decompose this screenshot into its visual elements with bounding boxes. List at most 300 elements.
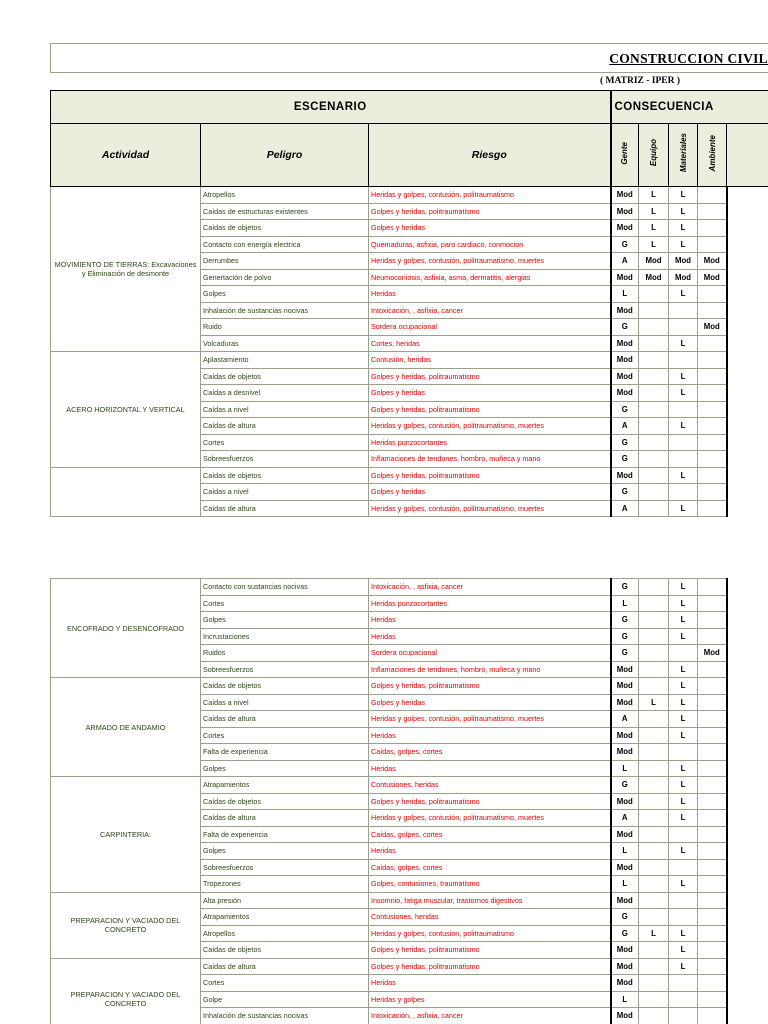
equipo-value: [639, 661, 669, 678]
gente-value: G: [611, 434, 639, 451]
blank-cell: [727, 925, 768, 942]
ambiente-value: [698, 958, 727, 975]
riesgo-cell: Heridas y golpes, contusión, politraumatismo, muertes: [369, 500, 611, 517]
blank-cell: [727, 286, 768, 303]
peligro-cell: Alta presión: [201, 892, 369, 909]
riesgo-cell: Golpes y heridas, politraumatismo: [369, 958, 611, 975]
blank-cell: [727, 744, 768, 761]
equipo-header: Equipo: [639, 124, 669, 187]
equipo-value: L: [639, 203, 669, 220]
equipo-value: [639, 1008, 669, 1024]
gente-value: L: [611, 991, 639, 1008]
materiales-value: [669, 302, 698, 319]
equipo-value: [639, 942, 669, 959]
peligro-cell: Falta de experiencia: [201, 744, 369, 761]
gente-value: L: [611, 595, 639, 612]
gente-value: A: [611, 253, 639, 270]
peligro-cell: Contacto con energía electrica: [201, 236, 369, 253]
riesgo-cell: Intoxicación, , asfixia, cancer: [369, 302, 611, 319]
ambiente-value: [698, 434, 727, 451]
activity-cell: MOVIMIENTO DE TIERRAS: Excavaciones y Eliminación de desmonte: [51, 187, 201, 352]
peligro-cell: Caídas de objetos: [201, 368, 369, 385]
blank-cell: [727, 269, 768, 286]
equipo-value: [639, 826, 669, 843]
riesgo-cell: Heridas: [369, 612, 611, 629]
ambiente-value: [698, 793, 727, 810]
ambiente-value: [698, 1008, 727, 1024]
equipo-value: [639, 418, 669, 435]
riesgo-cell: Contusiones, heridas: [369, 909, 611, 926]
equipo-value: [639, 744, 669, 761]
materiales-value: L: [669, 579, 698, 596]
materiales-value: Mod: [669, 253, 698, 270]
blank-cell: [727, 595, 768, 612]
blank-cell: [727, 942, 768, 959]
activity-cell: PREPARACION Y VACIADO DEL CONCRETO: [51, 958, 201, 1024]
materiales-value: [669, 484, 698, 501]
gente-value: A: [611, 418, 639, 435]
equipo-value: [639, 484, 669, 501]
ambiente-value: [698, 909, 727, 926]
materiales-value: L: [669, 418, 698, 435]
riesgo-cell: Golpes y heridas, politraumatismo: [369, 368, 611, 385]
materiales-value: L: [669, 694, 698, 711]
blank-cell: [727, 991, 768, 1008]
materiales-value: L: [669, 925, 698, 942]
peligro-cell: Caídas a nivel: [201, 484, 369, 501]
materiales-value: [669, 744, 698, 761]
gente-value: Mod: [611, 744, 639, 761]
ambiente-value: [698, 760, 727, 777]
riesgo-cell: Heridas y golpes: [369, 991, 611, 1008]
equipo-value: [639, 727, 669, 744]
gente-value: G: [611, 925, 639, 942]
materiales-value: L: [669, 942, 698, 959]
document-subtitle: ( MATRIZ - IPER ): [600, 76, 681, 86]
table-row: [51, 579, 768, 596]
gente-value: A: [611, 500, 639, 517]
materiales-value: L: [669, 810, 698, 827]
equipo-value: [639, 451, 669, 468]
equipo-value: [639, 711, 669, 728]
ambiente-value: [698, 302, 727, 319]
ambiente-value: [698, 335, 727, 352]
gente-value: G: [611, 236, 639, 253]
riesgo-cell: Heridas y golpes, contusión, politraumatismo, muertes: [369, 711, 611, 728]
materiales-value: [669, 434, 698, 451]
blank-cell: [727, 368, 768, 385]
matrix-sheet-1: [50, 90, 768, 518]
riesgo-cell: Golpes y heridas, politraumatismo: [369, 203, 611, 220]
peligro-cell: Caídas de altura: [201, 810, 369, 827]
document-title: CONSTRUCCION CIVIL: [609, 51, 768, 66]
blank-cell: [727, 467, 768, 484]
gente-value: Mod: [611, 302, 639, 319]
equipo-value: [639, 645, 669, 662]
equipo-value: [639, 843, 669, 860]
blank-cell: [727, 220, 768, 237]
equipo-value: [639, 335, 669, 352]
materiales-value: L: [669, 876, 698, 893]
ambiente-value: [698, 286, 727, 303]
equipo-value: L: [639, 236, 669, 253]
peligro-cell: Atrapamientos: [201, 909, 369, 926]
equipo-value: [639, 434, 669, 451]
equipo-value: L: [639, 187, 669, 204]
table-row: [51, 678, 768, 695]
riesgo-cell: Caídas, golpes, cortes: [369, 859, 611, 876]
actividad-header: Actividad: [51, 124, 201, 187]
peligro-cell: Caídas de altura: [201, 500, 369, 517]
peligro-cell: Caídas de altura: [201, 711, 369, 728]
blank-cell: [727, 694, 768, 711]
gente-value: Mod: [611, 661, 639, 678]
riesgo-cell: Inflamaciones de tendones, hombro, muñeca y mano: [369, 661, 611, 678]
gente-value: Mod: [611, 859, 639, 876]
riesgo-cell: Insomnio, fatiga muscular, trastornos digestivos: [369, 892, 611, 909]
peligro-cell: Sobreesfuerzos: [201, 661, 369, 678]
materiales-value: L: [669, 187, 698, 204]
ambiente-value: [698, 595, 727, 612]
materiales-value: [669, 401, 698, 418]
peligro-cell: Cortes: [201, 727, 369, 744]
ambiente-value: [698, 925, 727, 942]
ambiente-value: [698, 203, 727, 220]
equipo-value: [639, 876, 669, 893]
blank-cell: [727, 236, 768, 253]
riesgo-cell: Heridas: [369, 843, 611, 860]
peligro-cell: Falta de experiencia: [201, 826, 369, 843]
materiales-value: L: [669, 203, 698, 220]
blank-cell: [727, 826, 768, 843]
gente-value: Mod: [611, 975, 639, 992]
peligro-cell: Golpes: [201, 612, 369, 629]
peligro-cell: Cortes: [201, 434, 369, 451]
blank-cell: [727, 711, 768, 728]
ambiente-value: [698, 744, 727, 761]
activity-cell: [51, 467, 201, 517]
blank-cell: [727, 434, 768, 451]
blank-cell: [727, 319, 768, 336]
equipo-value: Mod: [639, 269, 669, 286]
peligro-cell: Incrustaciones: [201, 628, 369, 645]
gente-value: Mod: [611, 385, 639, 402]
ambiente-value: [698, 484, 727, 501]
gente-header: Gente: [611, 124, 639, 187]
materiales-value: [669, 991, 698, 1008]
equipo-value: [639, 628, 669, 645]
iper-table-2: [50, 578, 768, 1024]
peligro-cell: Golpes: [201, 843, 369, 860]
blank-cell: [727, 484, 768, 501]
ambiente-value: [698, 451, 727, 468]
blank-cell: [727, 628, 768, 645]
peligro-cell: Contacto con sustancias nocivas: [201, 579, 369, 596]
matrix-sheet-2: [50, 578, 768, 1024]
materiales-value: L: [669, 678, 698, 695]
materiales-value: [669, 909, 698, 926]
equipo-value: [639, 975, 669, 992]
ambiente-value: Mod: [698, 645, 727, 662]
gente-value: G: [611, 612, 639, 629]
ambiente-value: [698, 711, 727, 728]
materiales-value: L: [669, 711, 698, 728]
blank-cell: [727, 859, 768, 876]
equipo-value: Mod: [639, 253, 669, 270]
table-row: [51, 187, 768, 204]
peligro-cell: Sobreesfuerzos: [201, 859, 369, 876]
equipo-value: L: [639, 694, 669, 711]
materiales-value: [669, 319, 698, 336]
materiales-value: L: [669, 368, 698, 385]
ambiente-value: [698, 385, 727, 402]
ambiente-value: [698, 187, 727, 204]
peligro-cell: Caídas de objetos: [201, 942, 369, 959]
riesgo-cell: Sordera ocupacional: [369, 319, 611, 336]
blank-cell: [727, 661, 768, 678]
materiales-value: L: [669, 777, 698, 794]
peligro-cell: Genertación de polvo: [201, 269, 369, 286]
peligro-cell: Cortes: [201, 975, 369, 992]
materiales-value: L: [669, 335, 698, 352]
riesgo-cell: Heridas punzocortantes: [369, 434, 611, 451]
gente-value: G: [611, 645, 639, 662]
peligro-cell: Atrapamientos: [201, 777, 369, 794]
blank-cell: [727, 892, 768, 909]
gente-value: Mod: [611, 958, 639, 975]
blank-cell: [727, 302, 768, 319]
blank-cell: [727, 451, 768, 468]
blank-cell: [727, 1008, 768, 1024]
riesgo-cell: Caídas, golpes, cortes: [369, 744, 611, 761]
blank-cell: [727, 500, 768, 517]
materiales-value: L: [669, 843, 698, 860]
materiales-value: L: [669, 612, 698, 629]
gente-value: Mod: [611, 694, 639, 711]
blank-cell: [727, 418, 768, 435]
equipo-value: [639, 859, 669, 876]
escenario-header: ESCENARIO: [51, 91, 611, 124]
table-row: [51, 892, 768, 909]
blank-cell: [727, 975, 768, 992]
blank-cell: [727, 352, 768, 369]
peligro-cell: Inhalación de sustancias nocivas: [201, 302, 369, 319]
materiales-value: L: [669, 628, 698, 645]
riesgo-cell: Golpes y heridas: [369, 694, 611, 711]
equipo-value: [639, 302, 669, 319]
gente-value: G: [611, 484, 639, 501]
gente-value: Mod: [611, 269, 639, 286]
activity-cell: PREPARACION Y VACIADO DEL CONCRETO: [51, 892, 201, 958]
materiales-value: L: [669, 500, 698, 517]
gente-value: A: [611, 810, 639, 827]
riesgo-cell: Quemaduras, asfixia, paro cardiaco, conmocion: [369, 236, 611, 253]
title-box: [50, 43, 768, 73]
ambiente-value: [698, 236, 727, 253]
peligro-cell: Derrumbes: [201, 253, 369, 270]
materiales-value: L: [669, 220, 698, 237]
riesgo-cell: Inflamaciones de tendones, hombro, muñeca y mano: [369, 451, 611, 468]
equipo-value: L: [639, 925, 669, 942]
materiales-value: [669, 451, 698, 468]
ambiente-value: [698, 352, 727, 369]
ambiente-value: [698, 628, 727, 645]
blank-cell: [727, 760, 768, 777]
gente-value: Mod: [611, 1008, 639, 1024]
table-row: [51, 958, 768, 975]
gente-value: G: [611, 579, 639, 596]
ambiente-value: [698, 727, 727, 744]
ambiente-value: [698, 876, 727, 893]
gente-value: G: [611, 777, 639, 794]
ambiente-value: [698, 975, 727, 992]
gente-value: Mod: [611, 187, 639, 204]
riesgo-cell: Golpes y heridas: [369, 385, 611, 402]
ambiente-value: [698, 942, 727, 959]
materiales-value: [669, 975, 698, 992]
riesgo-cell: Heridas: [369, 727, 611, 744]
materiales-value: L: [669, 595, 698, 612]
blank-cell: [727, 203, 768, 220]
peligro-cell: Atropellos: [201, 187, 369, 204]
materiales-value: L: [669, 793, 698, 810]
riesgo-cell: Golpes y heridas, politraumatismo: [369, 678, 611, 695]
gente-value: Mod: [611, 678, 639, 695]
materiales-value: [669, 645, 698, 662]
riesgo-cell: Heridas: [369, 760, 611, 777]
riesgo-cell: Heridas y golpes, contusión, politraumatismo, muertes: [369, 810, 611, 827]
peligro-cell: Ruido: [201, 319, 369, 336]
peligro-cell: Caídas de altura: [201, 418, 369, 435]
blank-cell: [727, 793, 768, 810]
blank-cell: [727, 909, 768, 926]
peligro-cell: Caídas de objetos: [201, 678, 369, 695]
peligro-cell: Cortes: [201, 595, 369, 612]
riesgo-header: Riesgo: [369, 124, 611, 187]
riesgo-cell: Heridas punzocortantes: [369, 595, 611, 612]
equipo-value: [639, 777, 669, 794]
peligro-cell: Sobreesfuerzos: [201, 451, 369, 468]
equipo-value: [639, 909, 669, 926]
ambiente-value: [698, 678, 727, 695]
equipo-value: [639, 579, 669, 596]
blank-cell: [727, 401, 768, 418]
blank-cell: [727, 810, 768, 827]
riesgo-cell: Contusión, heridas: [369, 352, 611, 369]
blank-cell: [727, 727, 768, 744]
materiales-value: L: [669, 727, 698, 744]
peligro-cell: Caídas a nivel: [201, 401, 369, 418]
equipo-value: [639, 760, 669, 777]
equipo-value: L: [639, 220, 669, 237]
ambiente-value: [698, 579, 727, 596]
equipo-value: [639, 352, 669, 369]
riesgo-cell: Contusiones, heridas: [369, 777, 611, 794]
riesgo-cell: Intoxicación, , asfixia, cancer: [369, 1008, 611, 1024]
peligro-cell: Caídas de altura: [201, 958, 369, 975]
materiales-value: L: [669, 236, 698, 253]
riesgo-cell: Heridas y golpes, contusión, politraumatismo: [369, 187, 611, 204]
peligro-cell: Caídas a nivel: [201, 694, 369, 711]
gente-value: G: [611, 401, 639, 418]
riesgo-cell: Golpes y heridas: [369, 220, 611, 237]
ambiente-header: Ambiente: [698, 124, 727, 187]
gente-value: Mod: [611, 942, 639, 959]
peligro-header: Peligro: [201, 124, 369, 187]
equipo-value: [639, 892, 669, 909]
ambiente-value: [698, 467, 727, 484]
extra-header: [727, 124, 768, 187]
peligro-cell: Caídas a desnivel: [201, 385, 369, 402]
equipo-value: [639, 958, 669, 975]
gente-value: Mod: [611, 220, 639, 237]
peligro-cell: Golpes: [201, 286, 369, 303]
ambiente-value: [698, 991, 727, 1008]
ambiente-value: [698, 826, 727, 843]
peligro-cell: Volcaduras: [201, 335, 369, 352]
ambiente-value: Mod: [698, 269, 727, 286]
ambiente-value: [698, 661, 727, 678]
gente-value: Mod: [611, 335, 639, 352]
equipo-value: [639, 612, 669, 629]
ambiente-value: [698, 612, 727, 629]
activity-cell: ACERO HORIZONTAL Y VERTICAL: [51, 352, 201, 468]
riesgo-cell: Golpes y heridas, politraumatismo: [369, 942, 611, 959]
equipo-value: [639, 793, 669, 810]
ambiente-value: [698, 220, 727, 237]
iper-table-1: [50, 90, 768, 517]
blank-cell: [727, 843, 768, 860]
table-row: [51, 352, 768, 369]
riesgo-cell: Heridas: [369, 975, 611, 992]
riesgo-cell: Heridas y golpes, contusion, politraumatismo: [369, 925, 611, 942]
gente-value: Mod: [611, 826, 639, 843]
gente-value: Mod: [611, 727, 639, 744]
riesgo-cell: Cortes, heridas: [369, 335, 611, 352]
blank-cell: [727, 958, 768, 975]
blank-cell: [727, 579, 768, 596]
materiales-value: [669, 352, 698, 369]
ambiente-value: [698, 892, 727, 909]
activity-cell: ENCOFRADO Y DESENCOFRADO: [51, 579, 201, 678]
peligro-cell: Caídas de objetos: [201, 467, 369, 484]
equipo-value: [639, 467, 669, 484]
peligro-cell: Caídas de objetos: [201, 220, 369, 237]
gente-value: Mod: [611, 203, 639, 220]
ambiente-value: [698, 500, 727, 517]
materiales-value: L: [669, 467, 698, 484]
equipo-value: [639, 319, 669, 336]
blank-cell: [727, 385, 768, 402]
equipo-value: [639, 810, 669, 827]
gente-value: Mod: [611, 352, 639, 369]
gente-value: G: [611, 909, 639, 926]
blank-cell: [727, 678, 768, 695]
gente-value: A: [611, 711, 639, 728]
ambiente-value: [698, 843, 727, 860]
materiales-value: Mod: [669, 269, 698, 286]
activity-cell: ARMADO DE ANDAMIO: [51, 678, 201, 777]
materiales-value: [669, 859, 698, 876]
peligro-cell: Inhalación de sustancias nocivas: [201, 1008, 369, 1024]
gente-value: G: [611, 628, 639, 645]
materiales-value: L: [669, 286, 698, 303]
riesgo-cell: Sordera ocupacional: [369, 645, 611, 662]
riesgo-cell: Heridas y golpes, contusión, politraumatismo, muertes: [369, 253, 611, 270]
riesgo-cell: Golpes y heridas, politraumatismo: [369, 467, 611, 484]
riesgo-cell: Golpes y heridas, politraumatismo: [369, 793, 611, 810]
equipo-value: [639, 385, 669, 402]
